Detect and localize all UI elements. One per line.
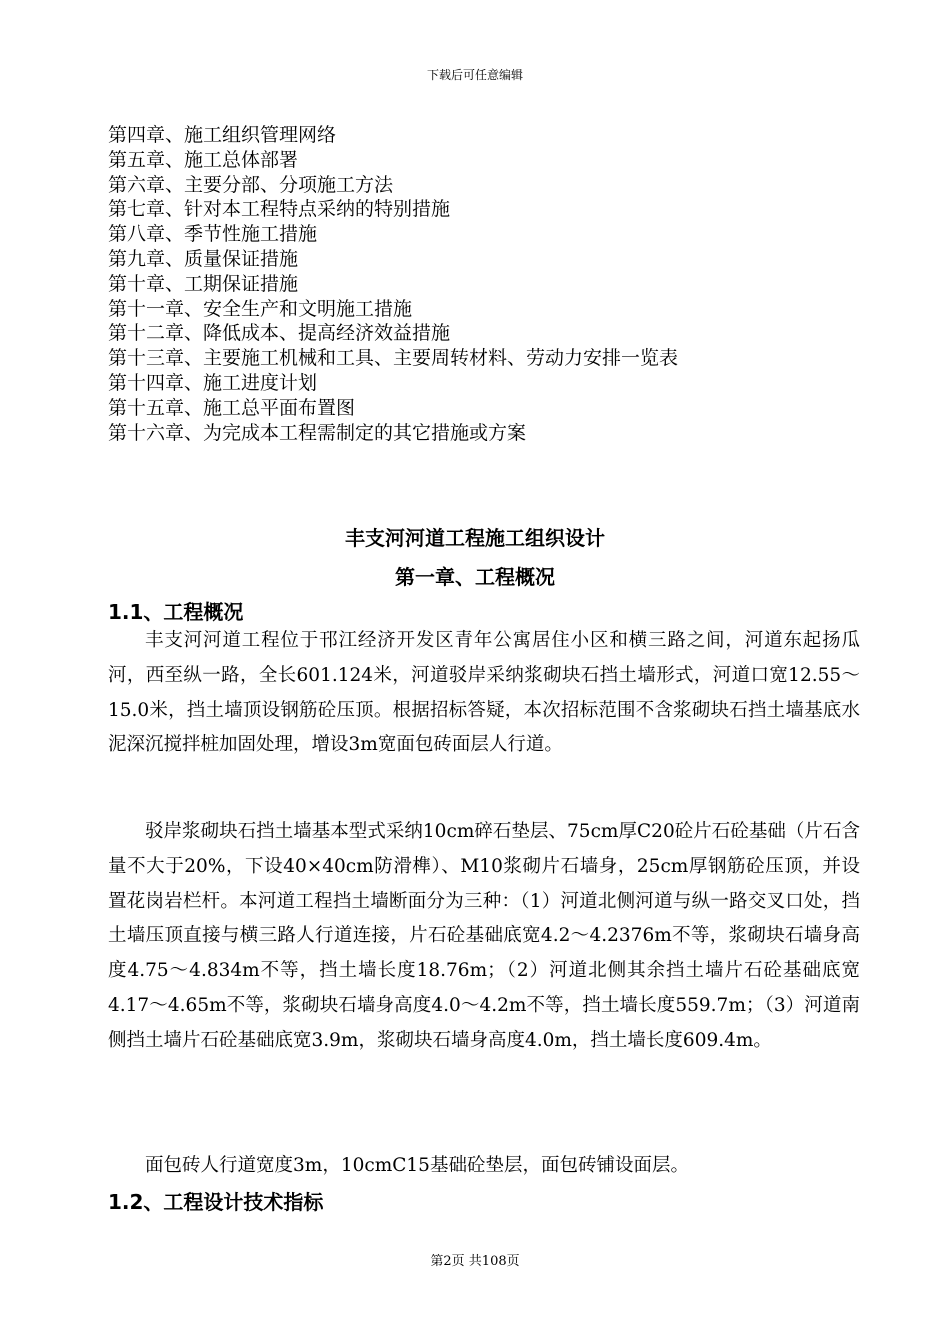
table-of-contents <box>108 123 868 445</box>
toc-item: 第十五章、施工总平面布置图 <box>108 396 356 419</box>
page-header: 下载后可任意编辑 <box>426 68 523 82</box>
toc-item: 第十三章、主要施工机械和工具、主要周转材料、劳动力安排一览表 <box>108 347 679 370</box>
toc-item: 第四章、施工组织管理网络 <box>108 124 337 146</box>
toc-item: 第七章、针对本工程特点采纳的特别措施 <box>108 198 451 221</box>
paragraph <box>108 624 860 763</box>
toc-item: 第八章、季节性施工措施 <box>108 223 318 246</box>
toc-item: 第五章、施工总体部署 <box>108 148 299 171</box>
toc-item: 第十四章、施工进度计划 <box>108 371 318 394</box>
section-heading: 1.2、工程设计技术指标 <box>108 1190 324 1214</box>
chapter-title: 第一章、工程概况 <box>395 565 555 589</box>
paragraph-text: 丰支河河道工程位于邗江经济开发区青年公寓居住小区和横三路之间，河道东起扬瓜河，西至纵一路，全长601.124米，河道驳岸采纳浆砌块石挡土墙形式，河道口宽12.55～15.0米，挡土墙顶设钢筋砼压顶。根据招标答疑，本次招标范围不含浆砌块石挡土墙基底水泥深沉搅拌桩加固处理，增设3m宽面包砖面层人行道。 <box>108 630 860 756</box>
document-title: 丰支河河道工程施工组织设计 <box>345 526 605 550</box>
toc-item: 第六章、主要分部、分项施工方法 <box>108 173 394 196</box>
page-footer: 第2页 共108页 <box>430 1254 520 1269</box>
toc-item: 第十一章、安全生产和文明施工措施 <box>108 297 413 320</box>
toc-item: 第十二章、降低成本、提高经济效益措施 <box>108 322 451 345</box>
paragraph <box>108 1149 860 1184</box>
toc-item: 第九章、质量保证措施 <box>108 247 299 270</box>
toc-item: 第十六章、为完成本工程需制定的其它措施或方案 <box>108 421 527 444</box>
section-heading: 1.1、工程概况 <box>108 600 244 624</box>
paragraph-text: 面包砖人行道宽度3m，10cmC15基础砼垫层，面包砖铺设面层。 <box>145 1155 689 1176</box>
paragraph-text: 驳岸浆砌块石挡土墙基本型式采纳10cm碎石垫层、75cm厚C20砼片石砼基础（片石含量不大于20%，下设40×40cm防滑榫）、M10浆砌片石墙身，25cm厚钢筋砼压顶，并设置花岗岩栏杆。本河道工程挡土墙断面分为三种：（1）河道北侧河道与纵一路交叉口处，挡土墙压顶直接与横三路人行道连接，片石砼基础底宽4.2～4.2376m不等，浆砌块石墙身高度4.75～4.834m不等，挡土墙长度18.76m；（2）河道北侧其余挡土墙片石砼基础底宽4.17～4.65m不等，浆砌块石墙身高度4.0～4.2m不等，挡土墙长度559.7m；（3）河道南侧挡土墙片石砼基础底宽3.9m，浆砌块石墙身高度4.0m，挡土墙长度609.4m。 <box>108 821 860 1051</box>
paragraph <box>108 815 860 1059</box>
toc-item: 第十章、工期保证措施 <box>108 272 299 295</box>
